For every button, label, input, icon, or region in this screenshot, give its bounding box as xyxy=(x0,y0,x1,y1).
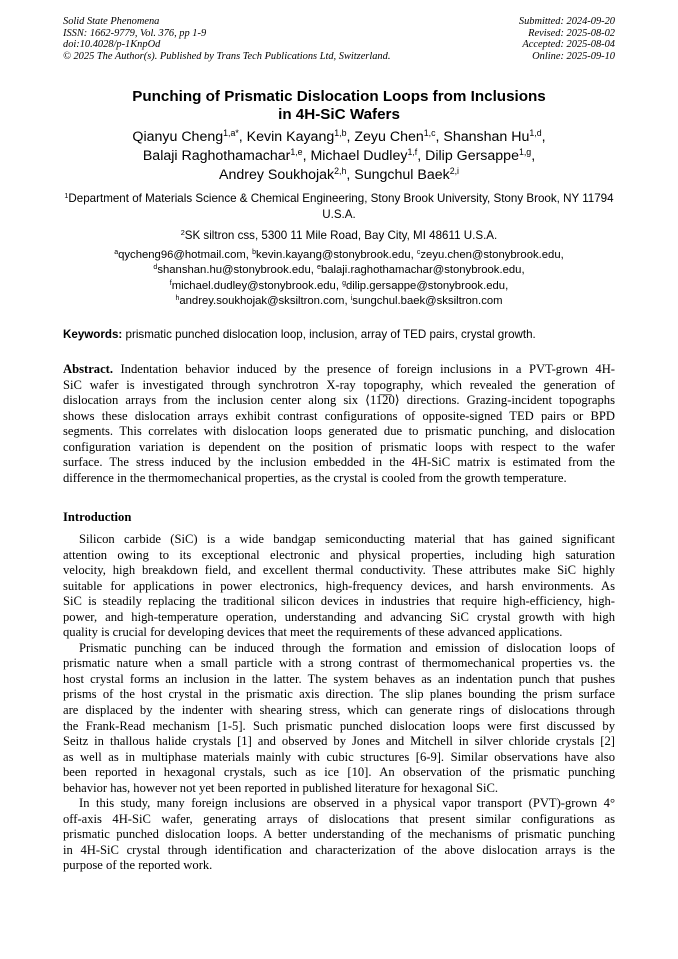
keywords-label: Keywords: xyxy=(63,328,123,341)
author-affil-sup: 1,a* xyxy=(223,128,239,139)
author-affil-sup: 1,f xyxy=(407,147,418,158)
author-affil-sup: 2,i xyxy=(449,166,460,177)
email-sup: i xyxy=(350,295,353,303)
intro-line: prisms of the host crystal in the prismatic axis direction. The slip planes bounding the prism surface xyxy=(63,687,615,702)
intro-line: in 4H-SiC crystal through identification and characterization of the above dislocation arrays is the xyxy=(63,842,615,857)
email-sup: d xyxy=(153,264,158,272)
intro-line: velocity, high breakdown field, and excellent thermal conductivity. These attributes make SiC highly xyxy=(63,563,615,578)
author-name: Andrey Soukhojak xyxy=(218,167,335,183)
intro-line: prismatic nature when a small particle with a strong contrast of thermomechanical properties vs. the xyxy=(63,656,615,671)
affiliation-sup: 1 xyxy=(64,191,69,201)
journal-issn: ISSN: 1662-9779, Vol. 376, pp 1-9 xyxy=(63,27,207,39)
email-list: $^a$qycheng96@hotmail.com, $^b$kevin.kayang@stonybrook.edu, $^c$zeyu.chen@stonybrook.edu, $^d$shanshan.hu@stonybrook.edu, $^e$balaji.raghothamachar@stonybrook.edu, $^f$michael.dudley@stonybrook.edu, $^g$dilip.gersappe@stonybrook.edu, $^h$andrey.soukhojak@sksiltron.com, $^i$sungchul.baek@sksiltron.com xyxy=(114,249,564,308)
date-online: Online: 2025-09-10 xyxy=(532,50,615,62)
affiliation-sup: 2 xyxy=(180,228,185,238)
abstract-line: shows these dislocation arrays exhibit contrast configurations of opposite-signed TED pairs or BPD xyxy=(63,408,615,423)
abstract-line: segments. This correlates with dislocation loops generated due to prismatic punching, and dislocation xyxy=(63,424,615,439)
email-address[interactable]: michael.dudley@stonybrook.edu xyxy=(171,279,336,292)
introduction-body xyxy=(63,532,615,874)
author-affil-sup: 1,g xyxy=(518,147,532,158)
author-name: Dilip Gersappe xyxy=(425,148,519,164)
intro-line: are displaced by the indenter with shearing stress, which can generate rings of dislocations through xyxy=(63,703,615,718)
email-sup: f xyxy=(169,279,172,287)
intro-line: been reported in hexagonal crystals, such as ice [10]. An observation of the prismatic punching xyxy=(63,765,615,780)
intro-line: suitable for applications in power electronics, high-frequency devices, and harsh environments. As xyxy=(63,578,615,593)
email-address[interactable]: qycheng96@hotmail.com xyxy=(118,249,246,261)
paper-title xyxy=(0,88,678,124)
email-address[interactable]: sungchul.baek@sksiltron.com xyxy=(352,295,503,308)
author-name: Qianyu Cheng xyxy=(132,129,224,145)
abstract-line: surface. The stress induced by the inclusion embedded in the 4H-SiC matrix is estimated from the xyxy=(63,455,615,470)
author-affil-sup: 1,c xyxy=(423,128,436,139)
date-accepted: Accepted: 2025-08-04 xyxy=(522,39,615,50)
date-submitted: Submitted: 2024-09-20 xyxy=(518,16,615,27)
abstract-line: dislocation arrays from the inclusion center along six ⟨11̅2̅0⟩ directions. Grazing-incident topographs xyxy=(63,393,615,408)
date-revised: Revised: 2025-08-02 xyxy=(528,27,615,39)
email-sup: b xyxy=(252,249,256,257)
intro-line: SiC is steadily replacing the traditional silicon devices in industries that require high-efficiency, high- xyxy=(63,594,615,609)
intro-line: purpose of the reported work. xyxy=(63,858,213,873)
author-affil-sup: 1,e xyxy=(290,147,303,158)
abstract-line: SiC wafer is investigated through synchrotron X-ray topography, which revealed the generation of xyxy=(63,377,615,392)
email-address[interactable]: shanshan.hu@stonybrook.edu xyxy=(157,264,311,277)
title-line-1: Punching of Prismatic Dislocation Loops from Inclusions xyxy=(132,88,546,105)
journal-name: Solid State Phenomena xyxy=(63,16,160,27)
intro-line: Silicon carbide (SiC) is a wide bandgap semiconducting material that has gained significant xyxy=(79,532,615,546)
keywords-text: prismatic punched dislocation loop, inclusion, array of TED pairs, crystal growth. xyxy=(125,328,536,341)
affiliation-2 xyxy=(63,228,615,244)
section-heading-introduction: Introduction xyxy=(63,510,132,524)
keywords xyxy=(63,327,615,342)
affiliation-text: Department of Materials Science & Chemical Engineering, Stony Brook University, Stony Brook, NY 11794 U.S.A. xyxy=(68,192,614,221)
author-affil-sup: 1,d xyxy=(529,128,542,139)
author-name: Michael Dudley xyxy=(310,148,408,164)
intro-line: In this study, many foreign inclusions are observed in a physical vapor transport (PVT)-grown 4° xyxy=(79,796,615,811)
intro-line: as well as in multiphase materials mainly with cubic structures [6-9]. Similar observations have also xyxy=(63,749,615,764)
abstract xyxy=(63,362,615,486)
abstract-line: Indentation behavior induced by the presence of foreign inclusions in a PVT-grown 4H- xyxy=(120,362,615,376)
email-address[interactable]: dilip.gersappe@stonybrook.edu xyxy=(346,279,506,292)
email-address[interactable]: zeyu.chen@stonybrook.edu xyxy=(420,249,561,261)
author-name: Kevin Kayang xyxy=(246,129,335,145)
email-address[interactable]: andrey.soukhojak@sksiltron.com xyxy=(179,295,345,308)
affiliation-text: SK siltron css, 5300 11 Mile Road, Bay City, MI 48611 U.S.A. xyxy=(184,229,498,242)
journal-header-left xyxy=(63,16,390,62)
author-name: Sungchul Baek xyxy=(354,167,450,183)
email-sup: e xyxy=(317,264,321,272)
author-name: Zeyu Chen xyxy=(354,129,424,145)
abstract-line: configuration variation is dependent on the position of prismatic loops with respect to the wafer xyxy=(63,439,615,454)
intro-line: power, and high-temperature operation, understanding and advancing SiC crystal growth with high xyxy=(63,609,615,624)
email-address[interactable]: balaji.raghothamachar@stonybrook.edu xyxy=(320,264,522,277)
intro-line: prismatic punched dislocation loops. A better understanding of the mechanisms of prismatic punching xyxy=(63,827,615,842)
email-address[interactable]: kevin.kayang@stonybrook.edu xyxy=(255,249,411,261)
email-sup: h xyxy=(175,295,180,303)
journal-copyright: © 2025 The Author(s). Published by Trans Tech Publications Ltd, Switzerland. xyxy=(63,50,391,62)
intro-line: Seitz in thallous halide crystals [1] and observed by Jones and Mitchell in silver chloride crystals [2] xyxy=(63,734,615,749)
abstract-line: difference in the thermomechanical properties, as the crystal is cooled from the growth temperature. xyxy=(63,470,567,485)
author-affil-sup: 2,h xyxy=(334,166,347,177)
intro-line: off-axis 4H-SiC wafer, generating arrays of dislocations that present similar configurations as xyxy=(63,811,615,826)
email-sup: c xyxy=(416,249,421,257)
email-sup: g xyxy=(342,279,346,287)
title-line-2: in 4H-SiC Wafers xyxy=(278,106,400,123)
author-list: Qianyu Cheng$^{1,a*}$, Kevin Kayang$^{1,b}$, Zeyu Chen$^{1,c}$, Shanshan Hu$^{1,d}$, Balaji Raghothamachar$^{1,e}$, Michael Dudley$^{1,f}$, Dilip Gersappe$^{1,g}$, Andrey Soukhojak$^{2,h}$, Sungchul Baek$^{2,i}$ xyxy=(132,128,546,183)
author-affil-sup: 1,b xyxy=(334,128,347,139)
intro-line: Prismatic punching can be induced through the formation and emission of dislocation loops of xyxy=(79,640,615,655)
intro-line: behavior has, however not yet been reported in published literature for hexagonal SiC. xyxy=(63,780,499,795)
author-name: Balaji Raghothamachar xyxy=(142,148,291,164)
intro-line: the Frank-Read mechanism [1-5]. Such prismatic punched dislocation loops were first discussed by xyxy=(63,718,615,733)
email-sup: a xyxy=(114,249,119,257)
affiliation-1 xyxy=(63,191,615,222)
intro-line: attention owing to its exceptional electronic and physical properties, including high saturation xyxy=(63,547,615,562)
journal-header-right xyxy=(519,16,615,62)
author-name: Shanshan Hu xyxy=(443,129,530,145)
abstract-label: Abstract. xyxy=(63,362,114,376)
journal-doi: doi:10.4028/p-1KnpOd xyxy=(63,39,161,50)
intro-line: quality is crucial for developing devices that meet the requirements of these advanced applications. xyxy=(63,625,563,640)
intro-line: host crystal forms an inclusion in the latter. The system behaves as an indentation punch that pushes xyxy=(63,671,615,686)
